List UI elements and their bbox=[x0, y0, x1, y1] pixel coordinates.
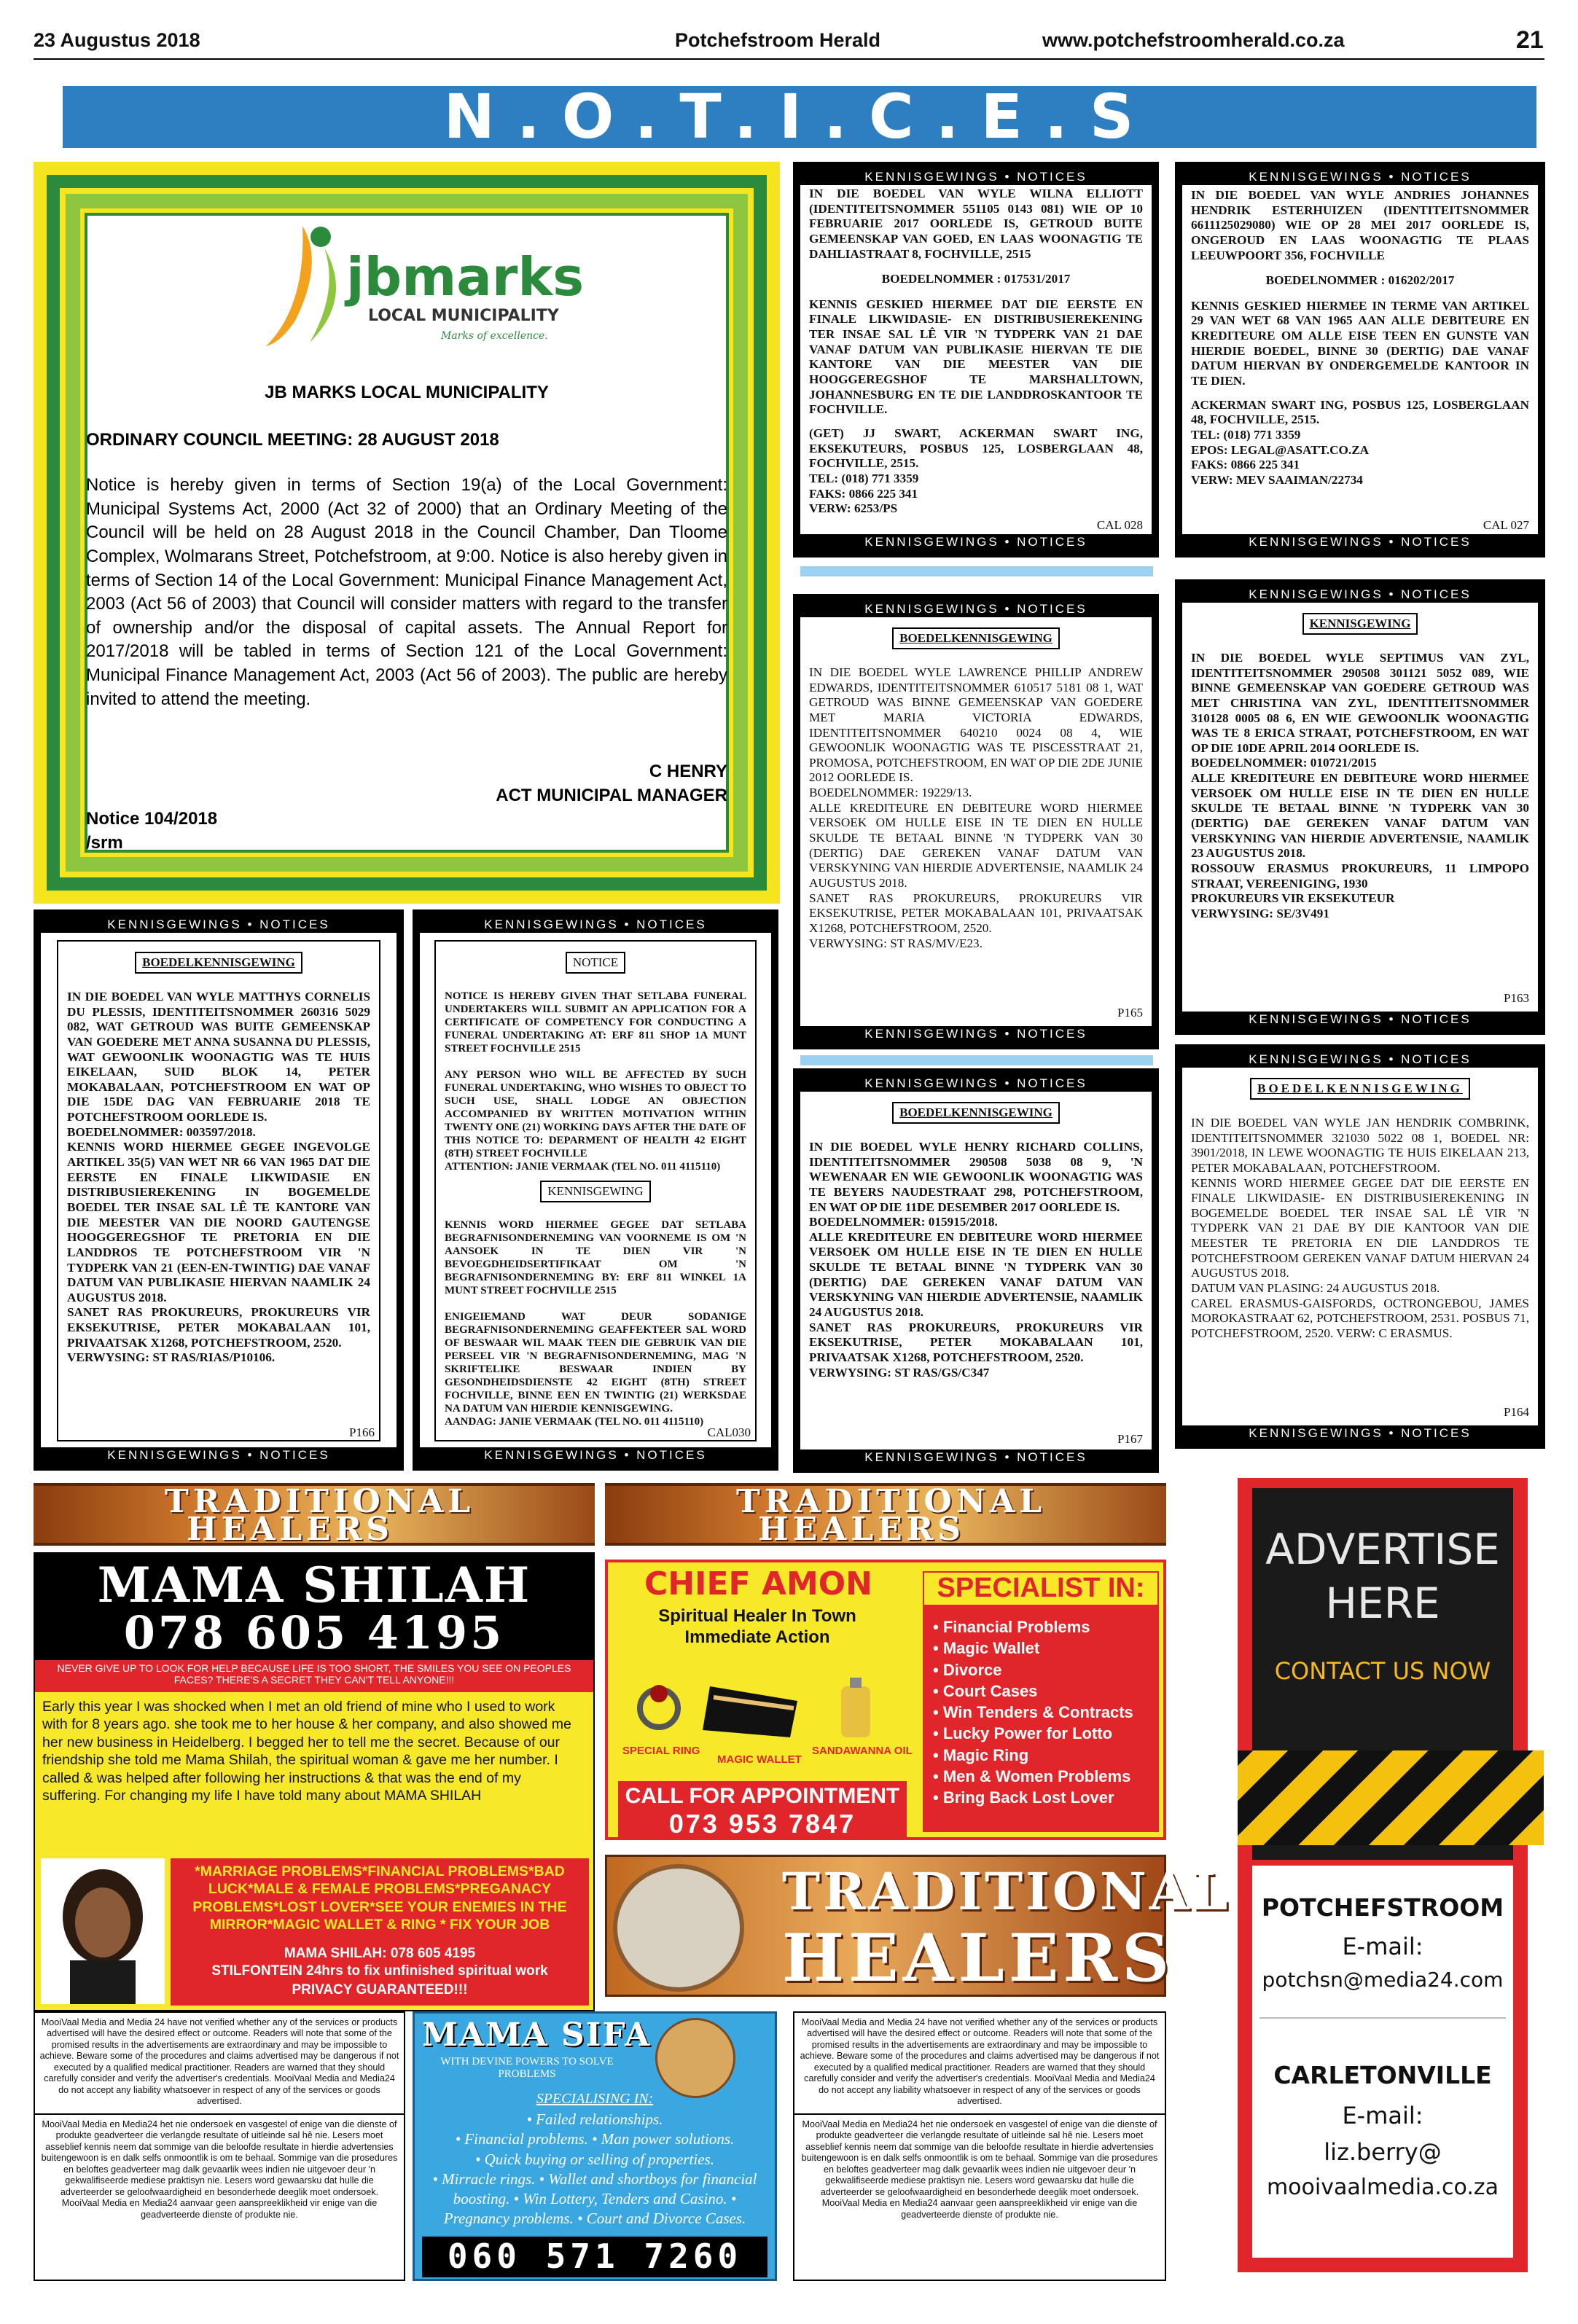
email-label-carleton: E-mail: bbox=[1342, 2102, 1423, 2129]
jbmarks-notice-no: Notice 104/2018 bbox=[86, 809, 218, 829]
hazard-stripes bbox=[1238, 1750, 1544, 1845]
sifa-subtitle: WITH DEVINE POWERS TO SOLVE PROBLEMS bbox=[440, 2056, 614, 2080]
header-rule bbox=[34, 58, 1544, 60]
svg-text:Marks of excellence.: Marks of excellence. bbox=[441, 330, 548, 342]
shilah-phone: 078 605 4195 bbox=[123, 1606, 505, 1659]
notice-p164: KENNISGEWINGS • NOTICES BOEDELKENNISGEWING IN DIE BOEDEL VAN WYLE JAN HENDRIK COMBRINK, IDENTITEITSNOMMER 321030 5022 08 1, BOEDEL NR: 3901/2018, IN LEWE WOONAGTIG TE HUIS EIKELAAN 213, PETER MOKABALAAN, POTCHEFSTROOM. KENNIS WORD HIERMEE GEGEE DAT DIE EERSTE EN FINALE LIKWIDASIE- EN DISTRIBUSIEREKENING IN BOGEMELDE BOEDEL TER INSAE SAL LÊ VIR 'N TYDPERK VAN 21 DAE BY DIE KANTOOR VAN DIE MEESTER TE PRETORIA EN DIE LANDDROS TE POTCHEFSTROOM GEREKEN VANAF DATUM HIERVAN 24 AUGUSTUS 2018. DATUM VAN PLASING: 24 AUGUSTUS 2018. CAREL ERASMUS-GAISFORDS, OCTRONGEBOU, JAMES MOROKASTRAAT 62, POTCHEFSTROOM, 2531. POSBUS 71, POTCHEFSTROOM, 2520. VERW: C ERASMUS. P164 KENNISGEWINGS • NOTICES bbox=[1175, 1044, 1545, 1449]
traditional-healers-ad: TRADITIONAL HEALERS bbox=[605, 1855, 1166, 1997]
city-potch: POTCHEFSTROOM bbox=[1261, 1893, 1504, 1922]
paper-name: Potchefstroom Herald bbox=[675, 29, 881, 51]
jbmarks-body: Notice is hereby given in terms of Section 19(a) of the Local Government: Municipal Systems Act, 2000 (Act 32 of 2000) that an Ordinary Meeting of the Council will be held on 28 August 2018 in the Council Chamber, Dan Tloome Complex, Wolmarans Street, Potchefstroom, at 9:00. Notice is also hereby given in terms of Section 14 of the Local Government: Municipal Finance Management Act, 2003 (Act 56 of 2003) that Council will consider matters with regard to the transfer of ownership and/or the disposal of capital assets. The Annual Report for 2017/2018 will be tabled in terms of Section 121 of the Local Government: Municipal Finance Management Act, 2003 (Act 56 of 2003). The public are hereby invited to attend the meeting. bbox=[86, 475, 727, 709]
disclaimer-left: MooiVaal Media and Media 24 have not verified whether any of the services or products advertised will have the desired effect or outcome. Readers will note that some of the promised results in the advertisements are extraordinary and may be impossible to achieve. Beware some of the procedures and claims advertised may be dangerous if not executed by a qualified medical practitioner. Readers are warned that they should carefully consider and verify the advertiser's credentials. MooiVaal Media and Media24 do not accept any liability whatsoever in respect of any of the services or goods advertised. MooiVaal Media en Media24 het nie ondersoek en vasgestel of enige van die dienste of produkte geadverteer die verlangde resultate of uitleinde sal hê nie. Lesers moet asseblief kennis neem dat sommige van die beloofde resultate in hierdie advertensies buitengewoon is en dalk selfs onmoontlik is om te behaal. Sommige van die prosedures en beloftes geadverteer mag dalk gevaarlik wees indien nie uitgevoer deur 'n gekwalifiseerde mediese praktisyn nie. Lesers word gewaarsku dat hulle die adverteerder se geloofwaardigheid en besonderhede deeglik moet ondersoek. MooiVaal Media en Media24 aanvaar geen aanspreeklikheid vir enige van die geadverteerde dienste of produkte nie. bbox=[34, 2011, 405, 2281]
amon-item-ring: SPECIAL RING bbox=[622, 1745, 700, 1757]
advertise-line2: HERE bbox=[1325, 1578, 1440, 1628]
amon-item-wallet: MAGIC WALLET bbox=[717, 1753, 802, 1766]
notice-cal030: KENNISGEWINGS • NOTICES NOTICE NOTICE IS HEREBY GIVEN THAT SETLABA FUNERAL UNDERTAKERS WILL SUBMIT AN APPLICATION FOR A CERTIFICATE OF COMPETENCY FOR CONDUCTING A FUNERAL UNDERTAKING AT: ERF 811 SHOP 1A MUNT STREET FOCHVILLE 2515 ANY PERSON WHO WILL BE AFFECTED BY SUCH FUNERAL UNDERTAKING, WHO WISHES TO OBJECT TO SUCH USE, SHALL LODGE AN OBJECTION ACCOMPANIED BY WRITTEN MOTIVATION WITHIN TWENTY ONE (21) WORKING DAYS AFTER THE DATE OF THIS NOTICE TO: DEPARMENT OF HEALTH 42 EIGHT (8TH) STREET FOCHVILLE ATTENTION: JANIE VERMAAK (TEL NO. 011 4115110) KENNISGEWING KENNIS WORD HIERMEE GEGEE DAT SETLABA BEGRAFNISONDERNEMING VAN VOORNEME IS OM 'N AANSOEK IN TE DIEN VIR 'N BEVOEGDHEIDSERTIFIKAAT OM 'N BEGRAFNISONDERNEMING BY: ERF 811 WINKEL 1A MUNT STREET FOCHVILLE 2515 ENIGEIEMAND WAT DEUR SODANIGE BEGRAFNISONDERNEMING GEAFFEKTEER SAL WORD OF BESWAAR WIL MAAK TEEN DIE GEBRUIK VAN DIE PERSEEL VIR 'N BEGRAFNISONDERNEMING, MAG 'N SKRIFTELIKE BESWAAR INDIEN BY GESONDHEIDSDIENSTE 42 EIGHT (8TH) STREET FOCHVILLE, BINNE EEN EN TWINTIG (21) WERKSDAE NA DATUM VAN HIERDIE KENNISGEWING. AANDAG: JANIE VERMAAK (TEL NO. 011 4115110) CAL030 KENNISGEWINGS • NOTICES bbox=[413, 909, 778, 1471]
sifa-specialising: SPECIALISING IN: bbox=[536, 2091, 654, 2107]
sifa-phone: 060 571 7260 bbox=[447, 2237, 743, 2276]
amon-specialist: SPECIALIST IN: bbox=[923, 1571, 1159, 1606]
shilah-contact: MAMA SHILAH: 078 605 4195 bbox=[284, 1946, 476, 1961]
notice-p166: KENNISGEWINGS • NOTICES BOEDELKENNISGEWING IN DIE BOEDEL VAN WYLE MATTHYS CORNELIS DU PLESSIS, IDENTITEITSNOMMER 260316 5029 082, WAT GETROUD WAS BUITE GEMEENSKAP VAN GOEDERE MET ANNA SUSANNA DU PLESSIS, WAT GEWOONLIK WOONAGTIG WAS TE HUIS EIKELAAN, SUID BLOK 14, PETER MOKABALAAN, POTCHEFSTROOM EN WAT OP DIE 15DE DAG VAN FEBRUARIE 2018 TE POTCHEFSTROOM OORLEDE IS. BOEDELNOMMER: 003597/2018. KENNIS WORD HIERMEE GEGEE INGEVOLGE ARTIKEL 35(5) VAN WET NR 66 VAN 1965 DAT DIE EERSTE EN FINALE LIKWIDASIE EN DISTRIBUSIEREKENING IN BOGEMELDE BOEDEL TER INSAE SAL LÊ TE KANTORE VAN DIE MEESTER VAN DIE NOORD GAUTENGSE HOOGGEREGSHOF TE PRETORIA EN DIE LANDDROS TE POTCHEFSTROOM VIR 'N TYDPERK VAN 21 (EEN-EN-TWINTIG) DAE VANAF DATUM VAN PUBLIKASIE HIERVAN NAAMLIK 24 AUGUSTUS 2018. SANET RAS PROKUREURS, PROKUREURS VIR EKSEKUTRISE, PETER MOKABALAAN 101, PRIVAATSAK X1268, POTCHEFSTROOM, 2520. VERWYSING: ST RAS/RIAS/P10106. P166 KENNISGEWINGS • NOTICES bbox=[34, 909, 404, 1471]
amon-call: CALL FOR APPOINTMENT bbox=[625, 1784, 900, 1808]
jbmarks-signer: C HENRY bbox=[649, 762, 727, 781]
amon-subtitle: Spiritual Healer In Town Immediate Action bbox=[658, 1606, 856, 1647]
jbmarks-signer-title: ACT MUNICIPAL MANAGER bbox=[496, 786, 727, 805]
email-potch[interactable]: potchsn@media24.com bbox=[1262, 1968, 1504, 1992]
sifa-photo bbox=[655, 2018, 735, 2098]
healers-banner-right: TRADITIONAL HEALERS bbox=[605, 1483, 1166, 1546]
mama-sifa-ad bbox=[413, 2011, 777, 2281]
advertise-cta: CONTACT US NOW bbox=[1274, 1657, 1491, 1685]
advertise-here-ad bbox=[1238, 1478, 1528, 2272]
notice-cal028: KENNISGEWINGS • NOTICES IN DIE BOEDEL VAN WYLE WILNA ELLIOTT (IDENTITEITSNOMMER 551105 0143 081) WIE OP 10 FEBRUARIE 2017 OORLEDE IS, GETROUD BUITE GEMEENSKAP VAN GOED, EN LAAS WOONAGTIG TE DAHLIASTRAAT 8, FOCHVILLE, 2515 BOEDELNOMMER : 017531/2017 KENNIS GESKIED HIERMEE DAT DIE EERSTE EN FINALE LIKWIDASIE- EN DISTRIBUSIEREKENING TER INSAE SAL LÊ VIR 'N TYDPERK VAN 21 DAE VANAF DATUM VAN PUBLIKASIE HIERVAN TE DIE KANTORE VAN DIE MEESTER VAN DIE HOOGGEREGSHOF TE MARSHALLTOWN, JOHANNESBURG EN TE DIE LANDDROSKANTOOR TE FOCHVILLE. (GET) JJ SWART, ACKERMAN SWART ING, EKSEKUTEURS, POSBUS 125, LOSBERGLAAN 48, FOCHVILLE, 2515. TEL: (018) 771 3359 FAKS: 0866 225 341 VERW: 6253/PS CAL 028 KENNISGEWINGS • NOTICES bbox=[793, 162, 1159, 557]
page-date: 23 Augustus 2018 bbox=[34, 29, 200, 51]
mama-shilah-ad bbox=[34, 1552, 595, 2011]
logo-word: jbmarks bbox=[346, 246, 585, 308]
chief-amon-ad bbox=[605, 1560, 1166, 1840]
separator bbox=[800, 1055, 1153, 1065]
divider bbox=[1259, 2017, 1506, 2019]
amon-item-oil: SANDAWANNA OIL bbox=[812, 1745, 913, 1757]
notice-cal027: KENNISGEWINGS • NOTICES IN DIE BOEDEL VAN WYLE ANDRIES JOHANNES HENDRIK ESTERHUIZEN (IDENTITEITSNOMMER 6611125029080) WIE OP 28 MEI 2017 OORLEDE IS, ONGEROUD EN LAAS WOONAGTIG TE PLAAS LEEUWPOORT 356, FOCHVILLE BOEDELNOMMER : 016202/2017 KENNIS GESKIED HIERMEE IN TERME VAN ARTIKEL 29 VAN WET 68 VAN 1965 AAN ALLE DEBITEURE EN KREDITEURE OM ALLE EISE TEEN EN GUNSTE VAN HIERDIE BOEDEL, BINNE 30 (DERTIG) DAE VANAF DATUM HIERVAN BY ONDERGEMELDE KANTOOR IN TE DIEN. ACKERMAN SWART ING, POSBUS 125, LOSBERGLAAN 48, FOCHVILLE, 2515. TEL: (018) 771 3359 EPOS: LEGAL@ASATT.CO.ZA FAKS: 0866 225 341 VERW: MEV SAAIMAN/22734 CAL 027 KENNISGEWINGS • NOTICES bbox=[1175, 162, 1545, 557]
amon-name: CHIEF AMON bbox=[644, 1565, 872, 1603]
shilah-story: Early this year I was shocked when I met an old friend of mine who I used to work with for 8 years ago. she took me to her house & her company, and also showed me her new business in Heidelberg. I begged her to tell me the secret. Because of our friendship she told me Mama Shilah, the spiritual woman & gave me her number. I called & was helped after following her instructions & that was the end of my suffering. For changing my life I have told many about MAMA SHILAH bbox=[42, 1699, 571, 1804]
website: www.potchefstroomherald.co.za bbox=[1042, 29, 1345, 51]
jbmarks-logo bbox=[251, 219, 585, 364]
email-carleton-a[interactable]: liz.berry@ bbox=[1324, 2138, 1442, 2166]
advertise-dark-panel bbox=[1252, 1488, 1513, 1860]
shilah-photo bbox=[41, 1858, 165, 2004]
amon-list: • Financial Problems • Magic Wallet • Divorce • Court Cases • Win Tenders & Contracts • Lucky Power for Lotto • Magic Ring • Men & Women Problems • Bring Back Lost Lover bbox=[933, 1618, 1133, 1807]
notice-p165: KENNISGEWINGS • NOTICES BOEDELKENNISGEWING IN DIE BOEDEL WYLE LAWRENCE PHILLIP ANDREW EDWARDS, IDENTITEITSNOMMER 610517 5181 08 1, WAT GETROUD WAS BINNE GEMEENSKAP VAN GOEDERE MET MARIA VICTORIA EDWARDS, IDENTITEITSNOMMER 640210 0024 08 4, WIE GEWOONLIK WOONAGTIG WAS TE PISCESSTRAAT 21, PROMOSA, POTCHEFSTROOM, EN WAT OP DIE 2DE JUNIE 2012 OORLEDE IS. BOEDELNOMMER: 19229/13. ALLE KREDITEURE EN DEBITEURE WORD HIERMEE VERSOEK OM HULLE EISE IN TE DIEN EN HULLE SKULDE TE BETAAL BINNE 'N TYDPERK VAN 30 (DERTIG) DAE GEREKEN VANAF DATUM VAN VERSKYNING VAN HIERDIE ADVERTENSIE, NAAMLIK 24 AUGUSTUS 2018. SANET RAS PROKUREURS, PROKUREURS VIR EKSEKUTRISE, PETER MOKABALAAN 101, PRIVAATSAK X1268, POTCHEFSTROOM, 2520. VERWYSING: ST RAS/MV/E23. P165 KENNISGEWINGS • NOTICES bbox=[793, 594, 1159, 1049]
shilah-tagline: NEVER GIVE UP TO LOOK FOR HELP BECAUSE LIFE IS TOO SHORT, THE SMILES YOU SEE ON PEOPLES FACES? THERE'S A SECRET THEY CAN'T TELL ANYONE!!! bbox=[35, 1660, 593, 1692]
page-number: 21 bbox=[1516, 26, 1544, 54]
sifa-name: MAMA SIFA bbox=[422, 2016, 652, 2054]
city-carleton: CARLETONVILLE bbox=[1273, 2061, 1492, 2089]
shilah-name: MAMA SHILAH bbox=[97, 1557, 531, 1613]
advertise-line1: ADVERTISE bbox=[1265, 1525, 1500, 1574]
email-label-potch: E-mail: bbox=[1342, 1933, 1423, 1960]
sifa-body: • Failed relationships. • Financial problems. • Man power solutions. • Quick buying or selling of properties. • Mirracle rings. • Wallet and shortboys for financial boosting. • Win Lottery, Tenders and Casino. • Pregnancy problems. • Court and Divorce Cases. bbox=[432, 2110, 757, 2228]
notices-banner: N.O.T.I.C.E.S bbox=[63, 86, 1536, 148]
jbmarks-meeting: ORDINARY COUNCIL MEETING: 28 AUGUST 2018 bbox=[86, 430, 499, 450]
email-carleton-b[interactable]: mooivaalmedia.co.za bbox=[1266, 2175, 1499, 2200]
jbmarks-ref: /srm bbox=[86, 833, 123, 853]
notice-p167: KENNISGEWINGS • NOTICES BOEDELKENNISGEWING IN DIE BOEDEL WYLE HENRY RICHARD COLLINS, IDENTITEITSNOMMER 290508 5038 08 9, 'N WEWENAAR EN WIE GEWOONLIK WOONAGTIG WAS TE BEYERS NAUDESTRAAT 298, POTCHEFSTROOM, EN WAT OP DIE 11DE DESEMBER 2017 OORLEDE IS. BOEDELNOMMER: 015915/2018. ALLE KREDITEURE EN DEBITEURE WORD HIERMEE VERSOEK OM HULLE EISE IN TE DIEN EN HULLE SKULDE TE BETAAL BINNE 'N TYDPERK VAN 30 (DERTIG) DAE GEREKEN VANAF DATUM VAN VERSKYNING VAN HIERDIE ADVERTENSIE, NAAMLIK 24 AUGUSTUS 2018. SANET RAS PROKUREURS, PROKUREURS VIR EKSEKUTRISE, PETER MOKABALAAN 101, PRIVAATSAK X1268, POTCHEFSTROOM, 2520. VERWYSING: ST RAS/GS/C347 P167 KENNISGEWINGS • NOTICES bbox=[793, 1068, 1159, 1473]
separator bbox=[800, 566, 1153, 576]
svg-text:LOCAL MUNICIPALITY: LOCAL MUNICIPALITY bbox=[368, 307, 559, 325]
jbmarks-title: JB MARKS LOCAL MUNICIPALITY bbox=[265, 383, 549, 402]
shilah-location: STILFONTEIN 24hrs to fix unfinished spiritual work bbox=[211, 1963, 548, 1979]
shilah-privacy: PRIVACY GUARANTEED!!! bbox=[292, 1982, 468, 1998]
disclaimer-right: MooiVaal Media and Media 24 have not verified whether any of the services or products advertised will have the desired effect or outcome. Readers will note that some of the promised results in the advertisements are extraordinary and may be impossible to achieve. Beware some of the procedures and claims advertised may be dangerous if not executed by a qualified medical practitioner. Readers are warned that they should carefully consider and verify the advertiser's credentials. MooiVaal Media and Media24 do not accept any liability whatsoever in respect of any of the services or goods advertised. MooiVaal Media en Media24 het nie ondersoek en vasgestel of enige van die dienste of produkte geadverteer die verlangde resultate of uitleinde sal hê nie. Lesers moet asseblief kennis neem dat sommige van die beloofde resultate in hierdie advertensies buitengewoon is en dalk selfs onmoontlik is om te behaal. Sommige van die prosedures en beloftes geadverteer mag dalk gevaarlik wees indien nie uitgevoer deur 'n gekwalifiseerde mediese praktisyn nie. Lesers word gewaarsku dat hulle die adverteerder se geloofwaardigheid en besonderhede deeglik moet ondersoek. MooiVaal Media en Media24 aanvaar geen aanspreeklikheid vir enige van die geadverteerde dienste of produkte nie. bbox=[793, 2011, 1166, 2281]
notice-p163: KENNISGEWINGS • NOTICES KENNISGEWING IN DIE BOEDEL WYLE SEPTIMUS VAN ZYL, IDENTITEITSNOMMER 290508 301121 5052 089, WIE BINNE GEMEENSKAP VAN GOEDERE GETROUD WAS MET CHRISTINA VAN ZYL, IDENTITEITSNOMMER 310128 0005 08 6, EN WIE GEWOONLIK WOONAGTIG WAS TE 8 ERICA STRAAT, POTCHEFSTROOM, EN WAT OP DIE 10DE APRIL 2014 OORLEDE IS. BOEDELNOMMER: 010721/2015 ALLE KREDITEURE EN DEBITEURE WORD HIERMEE VERSOEK OM HULLE EISE IN TE DIEN EN HULLE SKULDE TE BETAAL BINNE 'N TYDPERK VAN 30 (DERTIG) DAE GEREKEN VANAF DATUM VAN VERSKYNING VAN HIERDIE ADVERTENSIE, NAAMLIK 23 AUGUSTUS 2018. ROSSOUW ERASMUS PROKUREURS, 11 LIMPOPO STRAAT, VEREENIGING, 1930 PROKUREURS VIR EKSEKUTEUR VERWYSING: SE/3V491 P163 KENNISGEWINGS • NOTICES bbox=[1175, 579, 1545, 1035]
healers-banner-left: TRADITIONAL HEALERS bbox=[34, 1483, 595, 1546]
shilah-problems: *MARRIAGE PROBLEMS*FINANCIAL PROBLEMS*BAD LUCK*MALE & FEMALE PROBLEMS*PREGANACY PROBLEMS*LOST LOVER*SEE YOUR ENEMIES IN THE MIRROR*MAGIC WALLET & RING * FIX YOUR JOB bbox=[171, 1858, 589, 2006]
amon-phone: 073 953 7847 bbox=[668, 1809, 856, 1839]
